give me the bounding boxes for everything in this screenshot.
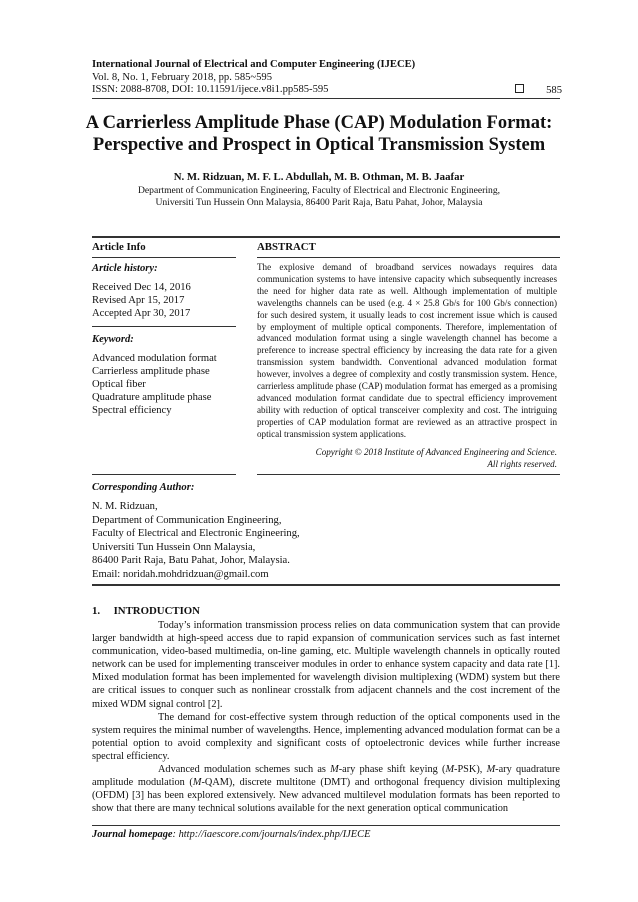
article-info-heading: Article Info: [92, 241, 146, 253]
footer-rule: [92, 825, 560, 826]
introduction-body: [92, 619, 560, 815]
article-info-bottom-rule: [92, 474, 236, 475]
received-date: Received Dec 14, 2016: [92, 282, 191, 293]
corresponding-author-label: Corresponding Author:: [92, 482, 195, 493]
author-faculty: Faculty of Electrical and Electronic Engineering,: [92, 528, 300, 540]
journal-name: International Journal of Electrical and Computer Engineering (IJECE): [92, 59, 416, 70]
keyword-item: Advanced modulation format: [92, 353, 217, 364]
copyright: [257, 446, 557, 470]
page-number: 585: [546, 85, 562, 96]
history-rule: [92, 326, 236, 327]
abstract-text: The explosive demand of broadband services nowadays requires data communication systems to have intensive capacity which subsequently increases the need for higher data rate as well. Although implementation of multiple wavelengths channels can be used (e.g. 4 × 25.8 Gb/s for 100 Gb/s connection) for such desired system, it usually leads to cost increment issue which is caused by employment of multiple optical components. Therefore, implementation of advanced modulation format using a single wavelength channel has become a preference to increase spectral efficiency by increasing the data rate for a given transmission system bandwidth. Conventional advanced modulation format however, involves a degree of complexity and costly transmission system. Hence, carrierless amplitude phase (CAP) modulation format has emerged as a promising advanced modulation format candidate due to spectral efficiency improvement ability with reduction of optical transceiver complexity and cost. The intriguing properties of CAP modulation format are reviewed as an attractive prospect in optical transmission system applications.: [257, 262, 557, 439]
abstract-heading: ABSTRACT: [257, 241, 316, 253]
keyword-label: Keyword:: [92, 334, 134, 345]
article-history-label: Article history:: [92, 263, 158, 274]
copyright-line-2: All rights reserved.: [487, 459, 557, 469]
abstract-bottom-rule: [257, 474, 560, 475]
paragraph: The demand for cost-effective system through reduction of the optical components used in the system requires the minimal number of wavelengths. Hence, implementing advanced modulation format can be a potential option to avoid complexity and significant costs of optoelectronic devices while further increase spectral efficiency.: [92, 711, 560, 762]
homepage-url[interactable]: : http://iaescore.com/journals/index.php/IJECE: [172, 829, 371, 840]
volume-info: Vol. 8, No. 1, February 2018, pp. 585~595: [92, 72, 273, 83]
issn-doi: ISSN: 2088-8708, DOI: 10.11591/ijece.v8i1.pp585-595: [92, 84, 329, 95]
header-rule: [92, 98, 560, 99]
affiliation-line-2: Universiti Tun Hussein Onn Malaysia, 86400 Parit Raja, Batu Pahat, Johor, Malaysia: [155, 196, 483, 208]
paper-title: [40, 112, 598, 156]
homepage-label: Journal homepage: [92, 829, 173, 840]
author-university: Universiti Tun Hussein Onn Malaysia,: [92, 541, 256, 553]
paragraph: Advanced modulation schemes such as M-ary phase shift keying (M-PSK), M-ary quadrature amplitude modulation (M-QAM), discrete multitone (DMT) and orthogonal frequency division multiplexing (OFDM) [3] has been explored extensively. New advanced multilevel modulation formats has been reported to show that there are many technical solutions available for the next generation optical communication: [92, 764, 560, 815]
abstract-rule: [257, 257, 560, 258]
affiliation: [40, 185, 598, 208]
keyword-item: Quadrature amplitude phase: [92, 392, 212, 403]
affiliation-line-1: Department of Communication Engineering, Faculty of Electrical and Electronic Engineering,: [137, 185, 501, 196]
article-info-rule: [92, 257, 236, 258]
title-line-1: A Carrierless Amplitude Phase (CAP) Modulation Format:: [85, 113, 553, 133]
bottom-box-rule: [92, 584, 560, 586]
top-box-rule: [92, 236, 560, 238]
corresponding-author-details: [92, 500, 300, 582]
keyword-item: Optical fiber: [92, 379, 146, 390]
author-address: 86400 Parit Raja, Batu Pahat, Johor, Malaysia.: [92, 555, 290, 567]
author-name: N. M. Ridzuan,: [92, 501, 158, 512]
authors: N. M. Ridzuan, M. F. L. Abdullah, M. B. Othman, M. B. Jaafar: [173, 171, 465, 183]
accepted-date: Accepted Apr 30, 2017: [92, 308, 191, 319]
page-number-block: [515, 84, 562, 96]
author-department: Department of Communication Engineering,: [92, 514, 282, 526]
keyword-item: Carrierless amplitude phase: [92, 366, 210, 377]
paragraph: Today’s information transmission process relies on data communication system that can provide larger bandwidth at high-speed access due to rapid expansion of communication services such as fast internet communication, video-based multimedia, on-line gaming, etc. Multiple wavelength channels in optically routed network can be used for implementing transceiver modules in order to enhance system capacity and data rate [1]. Mixed modulation format has been implemented for wavelength division multiplexing (WDM) system but there are critical issues to conquer such as nonlinear crosstalk from adjacent channels and the cost increment of the mixed WDM signal control [2].: [92, 620, 560, 710]
revised-date: Revised Apr 15, 2017: [92, 295, 185, 306]
journal-homepage: [92, 829, 370, 840]
article-history: [92, 281, 191, 320]
keyword-item: Spectral efficiency: [92, 405, 172, 416]
introduction-heading: 1. INTRODUCTION: [92, 605, 200, 617]
keyword-list: [92, 352, 217, 417]
author-email: Email: noridah.mohdridzuan@gmail.com: [92, 568, 269, 580]
square-bullet-icon: [515, 84, 524, 93]
title-line-2: Perspective and Prospect in Optical Transmission System: [92, 135, 546, 155]
copyright-line-1: Copyright © 2018 Institute of Advanced Engineering and Science.: [315, 447, 557, 457]
